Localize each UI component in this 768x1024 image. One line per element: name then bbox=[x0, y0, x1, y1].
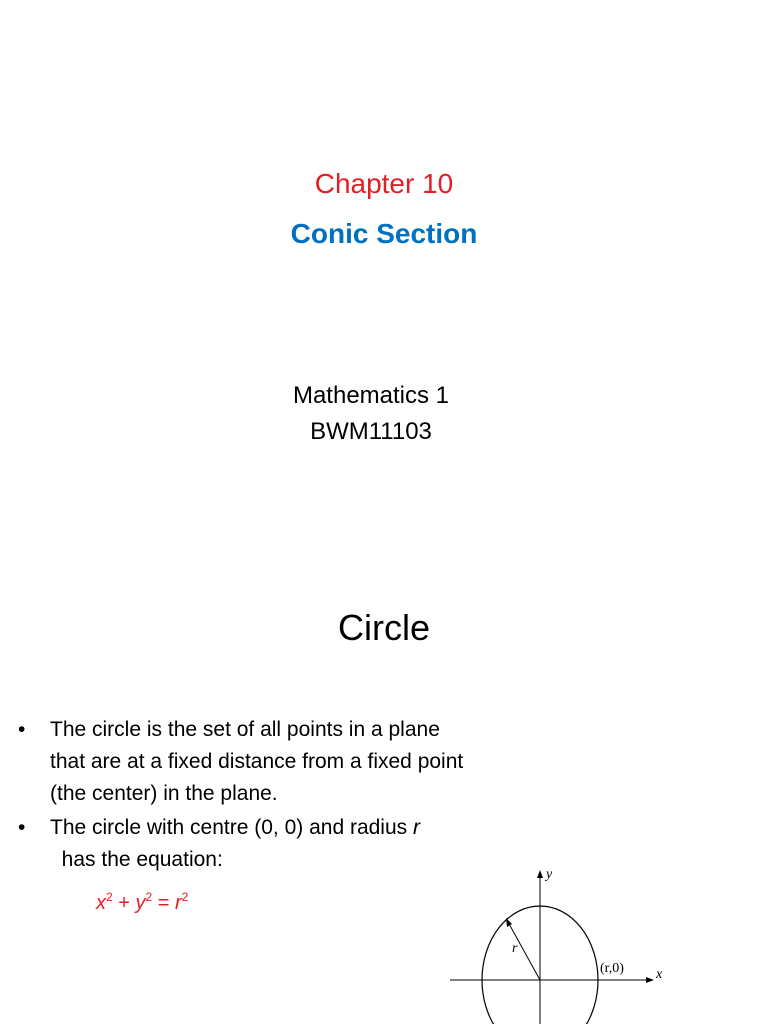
radius-arrow bbox=[506, 918, 512, 927]
circle-diagram bbox=[440, 860, 680, 1024]
eq-x-exponent: 2 bbox=[106, 890, 113, 904]
eq-equals: = bbox=[152, 892, 175, 914]
chapter-title: Chapter 10 bbox=[314, 168, 454, 199]
course-info bbox=[0, 378, 742, 450]
eq-plus: + bbox=[112, 892, 136, 914]
bullet-text: The circle is the set of all points in a plane that are at a fixed distance from a fixed point (the center) in the plane. bbox=[50, 718, 464, 805]
bullet-text-rest: has the equation: bbox=[50, 848, 223, 871]
x-axis-label: x bbox=[656, 967, 663, 982]
x-axis-arrow bbox=[646, 977, 654, 983]
eq-r-exponent: 2 bbox=[181, 890, 189, 904]
radius-label: r bbox=[512, 941, 518, 956]
bullet-text-variable: r bbox=[413, 816, 420, 839]
bullet-item bbox=[18, 812, 468, 876]
eq-r: r bbox=[174, 892, 182, 914]
bullet-list bbox=[18, 714, 468, 878]
bullet-item bbox=[18, 714, 468, 810]
chapter-subtitle: Conic Section bbox=[290, 218, 478, 249]
y-axis-label: y bbox=[546, 867, 553, 882]
y-axis-arrow bbox=[537, 870, 543, 878]
bullet-marker: • bbox=[18, 718, 26, 741]
course-name: Mathematics 1 bbox=[292, 382, 450, 409]
circle-slide bbox=[0, 576, 768, 1024]
point-label: (r,0) bbox=[600, 961, 624, 976]
eq-y: y bbox=[135, 892, 146, 914]
section-title: Circle bbox=[337, 607, 430, 648]
eq-y-exponent: 2 bbox=[145, 890, 153, 904]
bullet-marker: • bbox=[18, 816, 26, 839]
circle-equation bbox=[96, 882, 188, 918]
course-code: BWM11103 bbox=[310, 418, 432, 445]
eq-x: x bbox=[96, 892, 106, 914]
bullet-text-lead: The circle with centre (0, 0) and radius bbox=[50, 816, 408, 839]
